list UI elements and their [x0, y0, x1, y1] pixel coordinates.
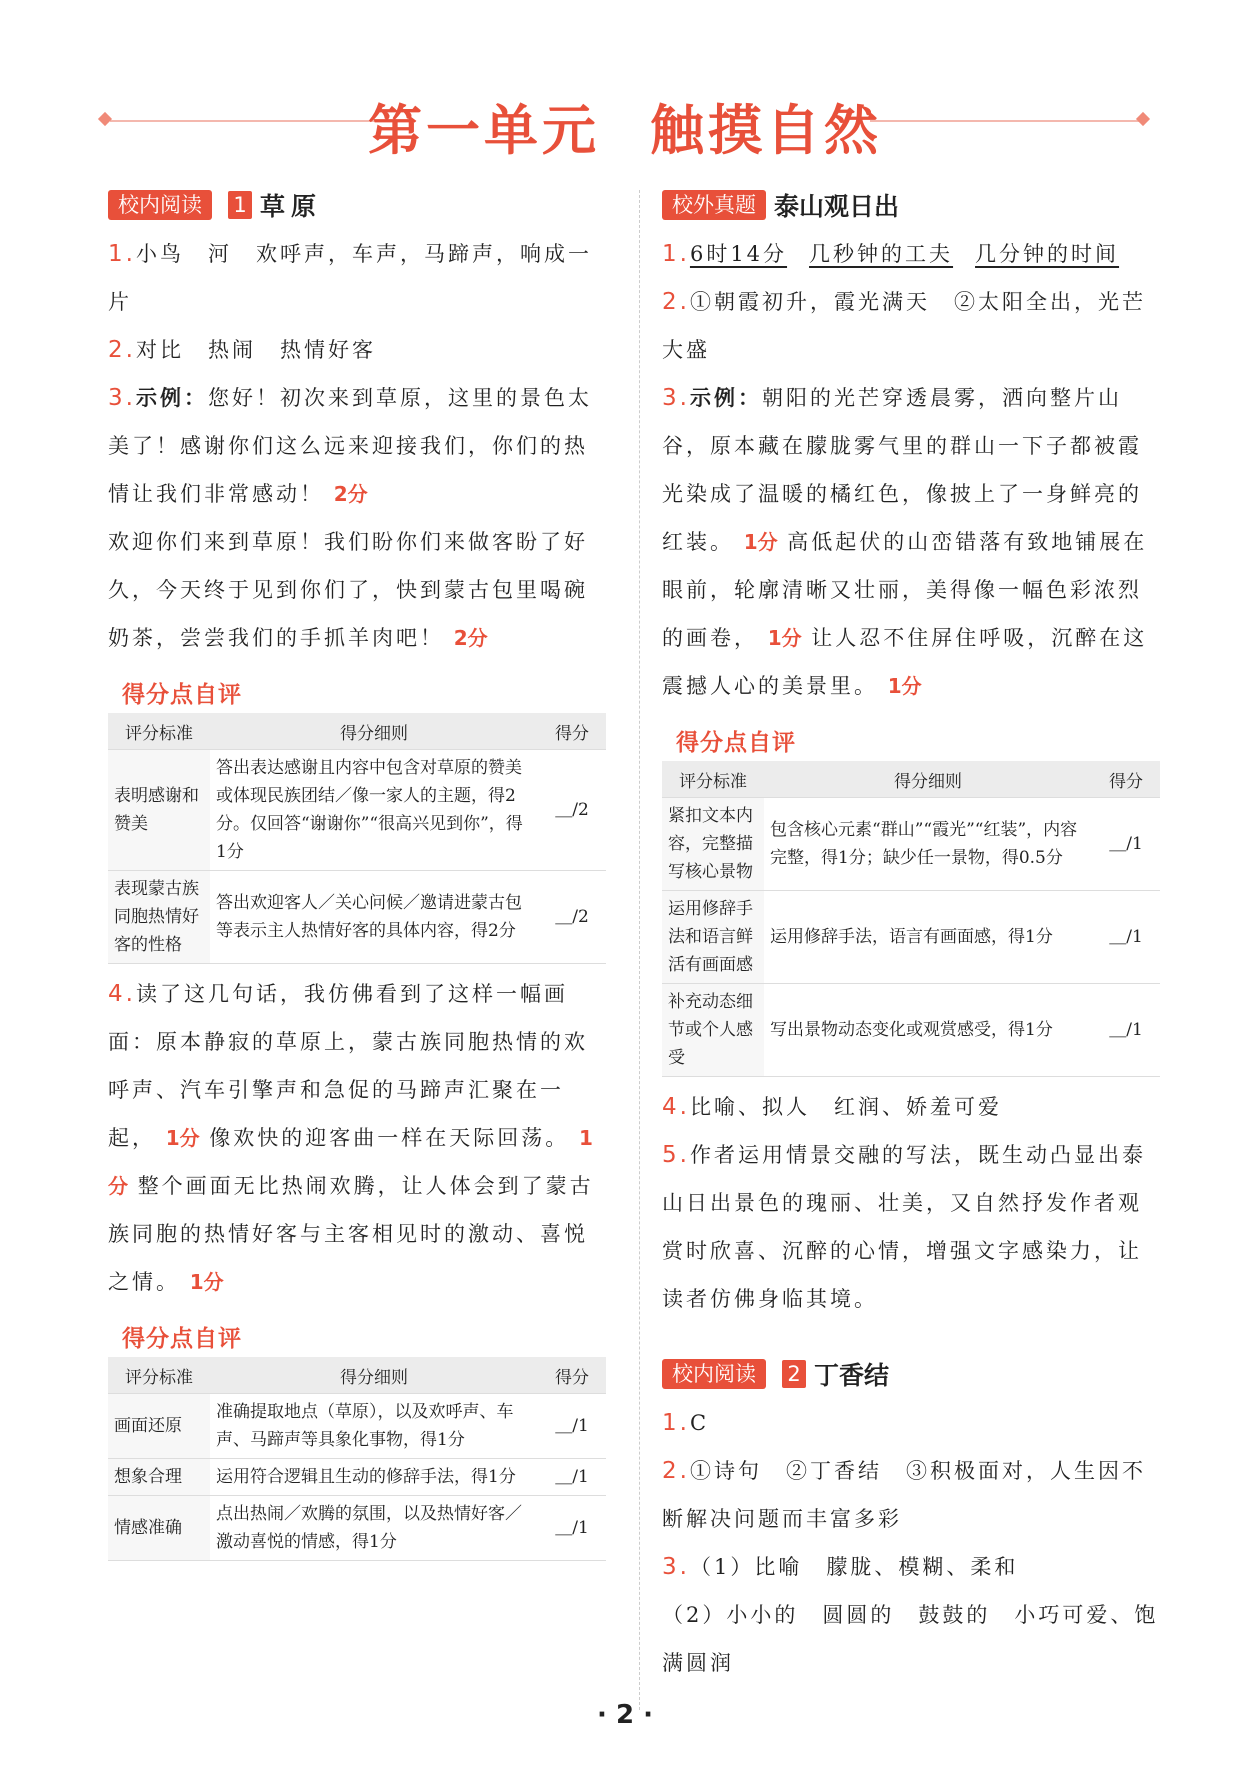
page-number: · 2 ·: [597, 1700, 653, 1730]
answer-5: 5.作者运用情景交融的写法，既生动凸显出泰山日出景色的瑰丽、壮美，又自然抒发作者观赏时欣喜、沉醉的心情，增强文字感染力，让读者仿佛身临其境。: [662, 1142, 1146, 1311]
answer-4: 4.比喻、拟人 红润、娇羞可爱: [662, 1094, 1002, 1120]
rubric-table-2: [108, 1357, 606, 1561]
answer-1: 1.小鸟 河 欢呼声，车声，马蹄声，响成一片: [108, 241, 592, 314]
table-row: 想象合理 运用符合逻辑且生动的修辞手法，得1分 ＿/1: [108, 1459, 606, 1496]
section-tag: 校内阅读: [662, 1359, 766, 1389]
score-mark: 2分: [333, 482, 368, 506]
table-row: 表现蒙古族同胞热情好客的性格 答出欢迎客人／关心问候／邀请进蒙古包等表示主人热情好客的具体内容，得2分 ＿/2: [108, 871, 606, 964]
score-mark: 2分: [453, 626, 488, 650]
section-tag: 校外真题: [662, 190, 766, 220]
right-column: [662, 188, 1160, 1687]
lesson-title: 丁香结: [814, 1361, 890, 1390]
unit-name: 触摸自然: [650, 99, 882, 162]
answer-1: 1.6时14分 几秒钟的工夫 几分钟的时间: [662, 241, 1120, 267]
rubric-table-1: [108, 713, 606, 964]
score-mark: 1分: [108, 1126, 593, 1198]
unit-number: 第一单元: [368, 99, 600, 162]
rubric-title: 得分点自评: [122, 682, 242, 708]
section-header-taishan: [662, 188, 1160, 222]
score-mark: 1分: [165, 1126, 200, 1150]
table-row: 表明感谢和赞美 答出表达感谢且内容中包含对草原的赞美或体现民族团结／像一家人的主题，得2分。仅回答“谢谢你”“很高兴见到你”，得1分 ＿/2: [108, 750, 606, 871]
score-blank: ＿/1: [1092, 984, 1160, 1077]
page-title: [0, 88, 1250, 165]
answer-3-part-2: （2）小小的 圆圆的 鼓鼓的 小巧可爱、饱满圆润: [662, 1603, 1159, 1675]
table-row: 补充动态细节或个人感受 写出景物动态变化或观赏感受，得1分 ＿/1: [662, 984, 1160, 1077]
rubric-header-row: 评分标准 得分细则 得分: [662, 761, 1160, 798]
answer-2: 2.①诗句 ②丁香结 ③积极面对，人生因不断解决问题而丰富多彩: [662, 1458, 1146, 1531]
section-tag: 校内阅读: [108, 190, 212, 220]
lesson-number-badge: 1: [228, 191, 252, 219]
score-blank: ＿/1: [1092, 891, 1160, 984]
passage-title: 泰山观日出: [774, 192, 900, 221]
answer-3: 3.（1）比喻 朦胧、模糊、柔和: [662, 1554, 1019, 1580]
score-blank: ＿/1: [1092, 798, 1160, 891]
column-divider: [639, 190, 640, 1710]
score-mark: 1分: [767, 626, 802, 650]
rubric-header-row: 评分标准 得分细则 得分: [108, 713, 606, 750]
lesson-number-badge: 2: [782, 1360, 806, 1388]
left-column: [108, 188, 606, 1567]
section-header-dingxiangjie: [662, 1357, 1160, 1391]
score-blank: ＿/2: [538, 750, 606, 871]
table-row: 紧扣文本内容，完整描写核心景物 包含核心元素“群山”“霞光”“红装”，内容完整，得1分；缺少任一景物，得0.5分 ＿/1: [662, 798, 1160, 891]
score-blank: ＿/1: [538, 1394, 606, 1459]
score-blank: ＿/1: [538, 1459, 606, 1496]
answer-1: 1.C: [662, 1410, 710, 1436]
score-mark: 1分: [743, 530, 778, 554]
answer-3-cont: 欢迎你们来到草原！我们盼你们来做客盼了好久，今天终于见到你们了，快到蒙古包里喝碗奶茶，尝尝我们的手抓羊肉吧！ 2分: [108, 530, 588, 650]
score-mark: 1分: [189, 1270, 224, 1294]
answer-2: 2.①朝霞初升，霞光满天 ②太阳全出，光芒大盛: [662, 289, 1146, 362]
section-header-caoyuan: [108, 188, 606, 222]
answer-2: 2.对比 热闹 热情好客: [108, 337, 376, 363]
lesson-title: 草原: [260, 192, 323, 221]
rubric-title: 得分点自评: [122, 1326, 242, 1352]
answer-3: 3.示例：朝阳的光芒穿透晨雾，洒向整片山谷，原本藏在朦胧雾气里的群山一下子都被霞光染成了温暖的橘红色，像披上了一身鲜亮的红装。 1分 高低起伏的山峦错落有致地铺展在眼前，轮廓清晰又壮丽，美得像一幅色彩浓烈的画卷， 1分 让人忍不住屏住呼吸，沉醉在这震撼人心的美景里。 1分: [662, 385, 1148, 698]
table-row: 画面还原 准确提取地点（草原），以及欢呼声、车声、马蹄声等具象化事物，得1分 ＿/1: [108, 1394, 606, 1459]
score-blank: ＿/1: [538, 1496, 606, 1561]
rubric-table-3: [662, 761, 1160, 1077]
rubric-title: 得分点自评: [676, 730, 796, 756]
answer-4: 4.读了这几句话，我仿佛看到了这样一幅画面：原本静寂的草原上，蒙古族同胞热情的欢呼声、汽车引擎声和急促的马蹄声汇聚在一起， 1分 像欢快的迎客曲一样在天际回荡。 1分 整个画面无比热闹欢腾，让人体会到了蒙古族同胞的热情好客与主客相见时的激动、喜悦之情。 1分: [108, 981, 594, 1294]
answer-3: 3.示例：您好！初次来到草原，这里的景色太美了！感谢你们这么远来迎接我们，你们的热情让我们非常感动！ 2分: [108, 385, 592, 506]
table-row: 运用修辞手法和语言鲜活有画面感 运用修辞手法，语言有画面感，得1分 ＿/1: [662, 891, 1160, 984]
rubric-header-row: 评分标准 得分细则 得分: [108, 1357, 606, 1394]
score-blank: ＿/2: [538, 871, 606, 964]
score-mark: 1分: [887, 674, 922, 698]
table-row: 情感准确 点出热闹／欢腾的氛围，以及热情好客／激动喜悦的情感，得1分 ＿/1: [108, 1496, 606, 1561]
